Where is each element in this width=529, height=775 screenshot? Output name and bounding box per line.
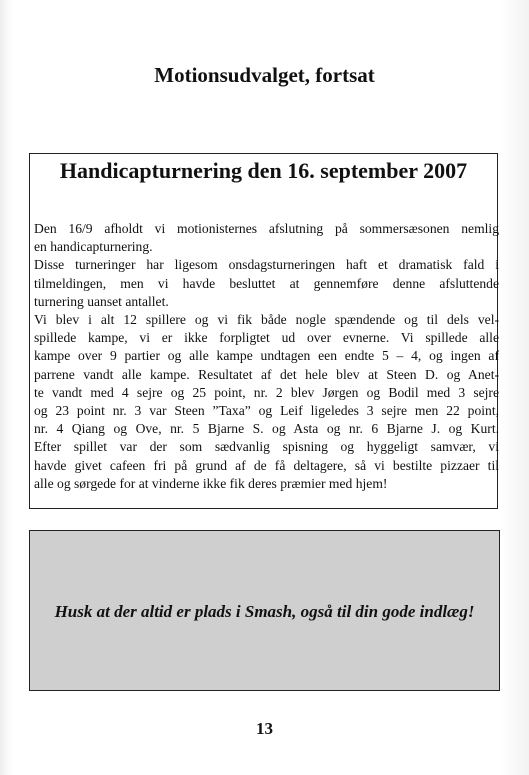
article-line: alle og sørgede for at vinderne ikke fik deres præmier med hjem! [34, 475, 388, 491]
page-header: Motionsudvalget, fortsat [154, 63, 375, 87]
article-line: parrene vandt alle kampe. Resultatet af det hele blev at Steen D. og Anet- [34, 366, 499, 382]
page-number: 13 [256, 719, 273, 738]
article-line: en handicapturnering. [34, 239, 153, 255]
article-line: havde givet cafeen fri på grund af de få deltagere, så vi bestilte pizzaer til [34, 457, 499, 473]
article-line: te vandt med 4 sejre og 25 point, nr. 2 blev Jørgen og Bodil med 3 sejre [34, 384, 499, 400]
article-title: Handicapturnering den 16. september 2007 [59, 158, 468, 183]
notice-text: Husk at der altid er plads i Smash, også til din gode indlæg! [54, 602, 475, 621]
article-line: tilmeldingen, men vi havde besluttet at gennemføre denne afsluttende [34, 275, 499, 291]
article-line: Vi blev i alt 12 spillere og vi fik både nogle spændende og til dels vel- [34, 312, 499, 328]
article-box [29, 153, 498, 509]
article-line: kampe over 9 partier og alle kampe undtagen een endte 5 – 4, og ingen af [34, 348, 499, 364]
article-line: Efter spillet var der som sædvanlig spisning og hyggeligt samvær, vi [34, 439, 499, 455]
article-line: Den 16/9 afholdt vi motionisternes afslutning på sommersæsonen nemlig [34, 221, 499, 236]
article-line: og 23 point nr. 3 var Steen ”Taxa” og Leif ligeledes 3 sejre men 22 point, [34, 403, 499, 419]
article-line: Disse turneringer har ligesom onsdagsturneringen haft et dramatisk fald i [34, 257, 499, 273]
article-body [34, 220, 499, 493]
article-line: turnering uanset antallet. [34, 293, 169, 309]
article-line: nr. 4 Qiang og Ove, nr. 5 Bjarne S. og Asta og nr. 6 Bjarne J. og Kurt. [34, 421, 499, 437]
article-line: spillede kampe, vi er ikke forpligtet ud over evnerne. Vi spillede alle [34, 330, 499, 346]
notice-box [29, 530, 500, 691]
